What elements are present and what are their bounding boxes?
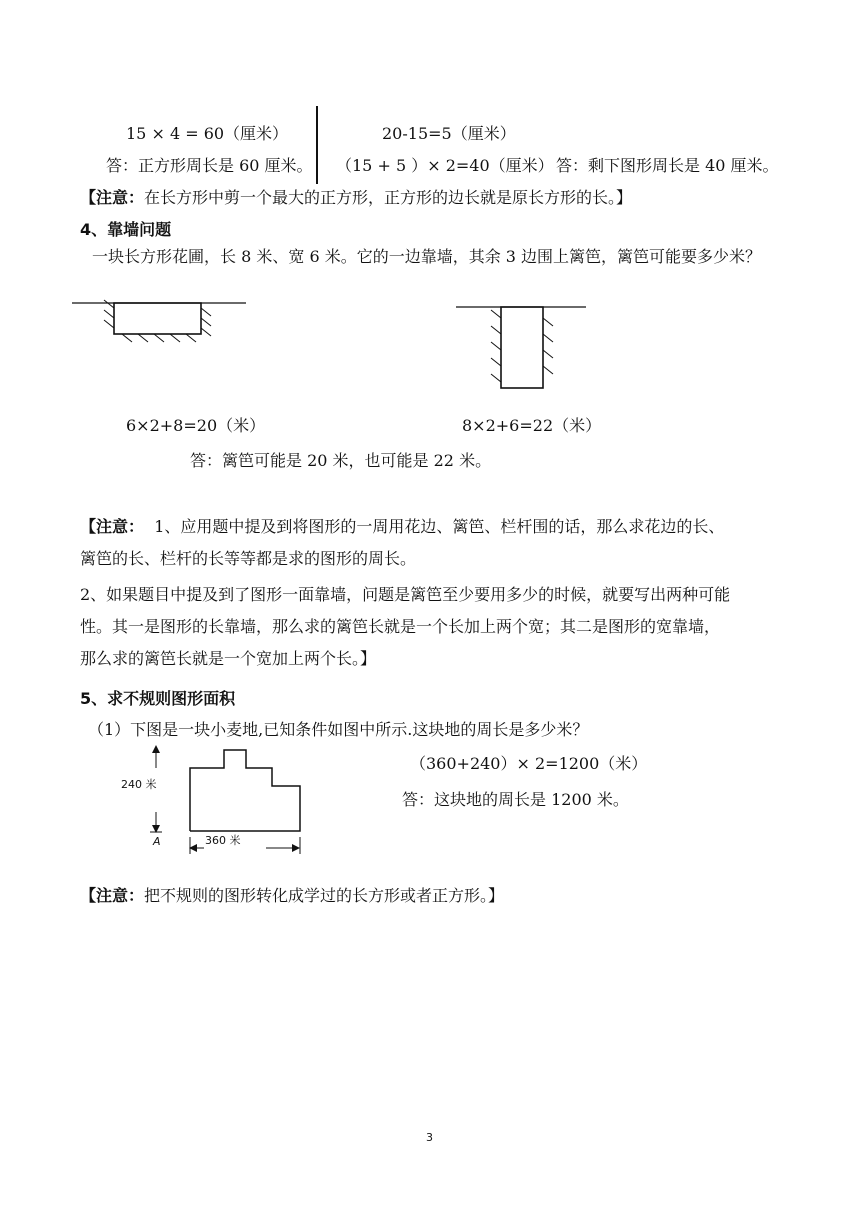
point-a-label: A <box>153 835 161 848</box>
width-dimension-label: 360 米 <box>205 834 241 847</box>
wall-problem-text: 一块长方形花圃，长 8 米、宽 6 米。它的一边靠墙，其余 3 边围上篱笆，篱笆可能要多少米？ <box>92 247 762 266</box>
note-cut-square <box>80 188 632 207</box>
square-perimeter-equation: 15 × 4 = 60（厘米） <box>126 124 289 143</box>
wheat-field-problem: （1）下图是一块小麦地,已知条件如图中所示.这块地的周长是多少米？ <box>88 720 589 739</box>
note-irregular-shape <box>80 886 504 905</box>
wall-figure-long-side <box>70 296 250 346</box>
note-label: 【注意： <box>80 188 145 207</box>
fence-calc-long-wall: 6×2+8=20（米） <box>126 416 266 435</box>
note-wall-line2: 性。其一是图形的长靠墙，那么求的篱笆长就是一个长加上两个宽；其二是图形的宽靠墙， <box>80 617 721 636</box>
wall-figure-short-side <box>452 300 592 396</box>
note-wall-line1: 2、如果题目中提及到了图形一面靠墙，问题是篱笆至少要用多少的时候，就要写出两种可能 <box>80 585 731 604</box>
note-perimeter-text: 1、应用题中提及到将图形的一周用花边、篱笆、栏杆围的话，那么求花边的长、 <box>154 517 725 536</box>
note-wall-line3: 那么求的篱笆长就是一个宽加上两个长。】 <box>80 649 377 668</box>
fence-calc-short-wall: 8×2+6=22（米） <box>462 416 602 435</box>
remaining-perimeter-equation: （15 + 5 ）× 2=40（厘米） <box>336 156 554 175</box>
remaining-perimeter-answer: 答：剩下图形周长是 40 厘米。 <box>556 156 779 175</box>
field-perimeter-answer: 答：这块地的周长是 1200 米。 <box>402 790 629 809</box>
page-number: 3 <box>426 1131 433 1144</box>
section-heading-irregular: 5、求不规则图形面积 <box>80 689 236 708</box>
note-label: 【注意： <box>80 886 145 905</box>
height-dimension-label: 240 米 <box>121 778 157 791</box>
note-label: 【注意： <box>80 517 145 536</box>
fence-answer: 答：篱笆可能是 20 米，也可能是 22 米。 <box>190 451 492 470</box>
column-divider <box>316 106 318 184</box>
field-perimeter-equation: （360+240）× 2=1200（米） <box>410 754 648 773</box>
note-text: 在长方形中剪一个最大的正方形，正方形的边长就是原长方形的长。】 <box>144 188 633 207</box>
note-text: 把不规则的图形转化成学过的长方形或者正方形。】 <box>144 886 505 905</box>
section-heading-wall: 4、靠墙问题 <box>80 220 172 239</box>
remaining-side-equation: 20-15=5（厘米） <box>382 124 516 143</box>
square-perimeter-answer: 答：正方形周长是 60 厘米。 <box>106 156 313 175</box>
note-perimeter-line1 <box>80 517 724 536</box>
note-perimeter-line2: 篱笆的长、栏杆的长等等都是求的图形的周长。 <box>80 549 417 568</box>
